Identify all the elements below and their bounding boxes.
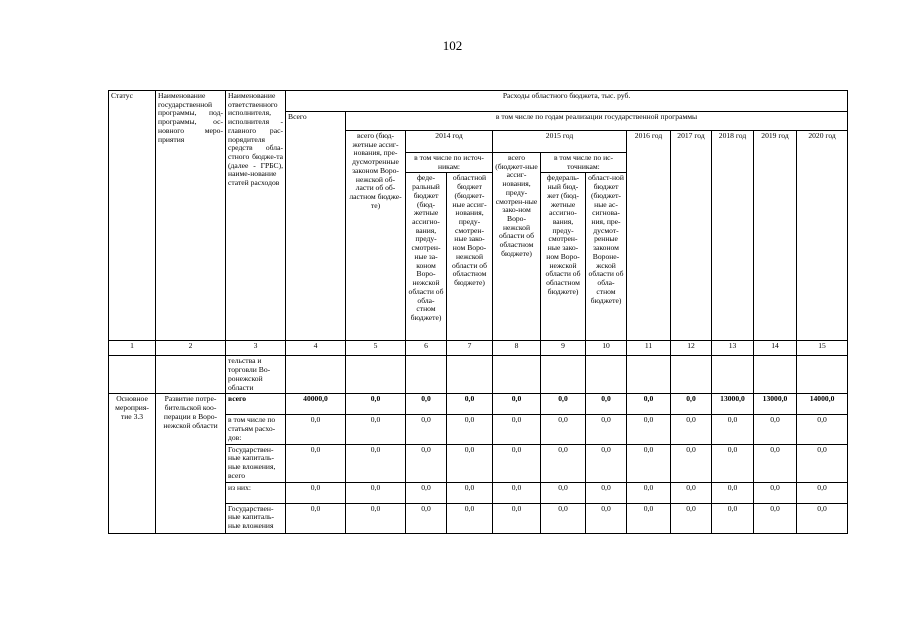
value-cell: 0,0 bbox=[346, 482, 406, 503]
value-cell: 0,0 bbox=[671, 444, 712, 482]
value-cell: 0,0 bbox=[286, 482, 346, 503]
header-year-2016: 2016 год bbox=[627, 131, 671, 341]
page-number: 102 bbox=[442, 38, 463, 53]
value-cell: 0,0 bbox=[586, 415, 627, 444]
value-cell: 0,0 bbox=[627, 482, 671, 503]
header-status: Статус bbox=[109, 91, 156, 341]
column-number: 6 bbox=[406, 341, 447, 356]
continued-executor: тельства и торговли Во-ронежской области bbox=[226, 356, 286, 394]
table-row bbox=[109, 394, 848, 415]
value-cell: 0,0 bbox=[586, 482, 627, 503]
column-number: 11 bbox=[627, 341, 671, 356]
row-label: из них: bbox=[226, 482, 286, 503]
value-cell: 0,0 bbox=[586, 394, 627, 415]
header-all-2015: всего (бюджет-ные ассиг-нования, преду-смотрен-ные зако-ном Воро-нежской области об областном бюджете) bbox=[493, 153, 541, 341]
value-cell: 0,0 bbox=[346, 444, 406, 482]
value-cell: 0,0 bbox=[286, 415, 346, 444]
measure-status: Основное мероприя-тие 3.3 bbox=[109, 394, 156, 533]
value-cell: 0,0 bbox=[406, 444, 447, 482]
value-cell: 0,0 bbox=[406, 394, 447, 415]
value-cell: 0,0 bbox=[447, 503, 493, 533]
column-number: 10 bbox=[586, 341, 627, 356]
value-cell: 0,0 bbox=[493, 444, 541, 482]
value-cell: 0,0 bbox=[493, 503, 541, 533]
measure-name: Развитие потре-бительской коо-перации в Воро-нежской области bbox=[156, 394, 226, 533]
row-label: в том числе по статьям расхо-дов: bbox=[226, 415, 286, 444]
value-cell: 0,0 bbox=[346, 415, 406, 444]
column-number: 14 bbox=[754, 341, 797, 356]
column-number: 3 bbox=[226, 341, 286, 356]
header-year-2017: 2017 год bbox=[671, 131, 712, 341]
value-cell: 0,0 bbox=[712, 503, 754, 533]
value-cell: 0,0 bbox=[493, 415, 541, 444]
value-cell: 0,0 bbox=[541, 415, 586, 444]
header-year-2019: 2019 год bbox=[754, 131, 797, 341]
header-by-sources-2014: в том числе по источ-никам: bbox=[406, 153, 493, 173]
value-cell: 0,0 bbox=[712, 444, 754, 482]
value-cell: 0,0 bbox=[346, 503, 406, 533]
value-cell: 0,0 bbox=[797, 503, 848, 533]
header-all-law: всего (бюд-жетные ассиг-нования, пре-дусмотренные законом Воро-нежской об-ласти об об-ластном бюдже-те) bbox=[346, 131, 406, 341]
value-cell: 0,0 bbox=[286, 444, 346, 482]
column-number: 1 bbox=[109, 341, 156, 356]
value-cell: 0,0 bbox=[447, 394, 493, 415]
column-number: 15 bbox=[797, 341, 848, 356]
header-regional-2014: областной бюджет (бюджет-ные ассиг-нования, преду-смотрен-ные зако-ном Воро-нежской области об областном бюджете) bbox=[447, 173, 493, 341]
header-executor-name: Наименование ответственного исполнителя, исполнителя - главного рас-порядителя средств обла-стного бюдже-та (далее - ГРБС), наиме-нование статей расходов bbox=[226, 91, 286, 341]
value-cell: 0,0 bbox=[671, 394, 712, 415]
value-cell: 0,0 bbox=[797, 444, 848, 482]
row-label: всего bbox=[226, 394, 286, 415]
value-cell: 0,0 bbox=[754, 444, 797, 482]
value-cell: 0,0 bbox=[406, 482, 447, 503]
header-total: Всего bbox=[286, 112, 346, 341]
value-cell: 14000,0 bbox=[797, 394, 848, 415]
header-regional-2015: област-ной бюджет (бюджет-ные ас-сигнова-ния, пре-дусмот-ренные законом Вороне-жской области об обла-стном бюджете) bbox=[586, 173, 627, 341]
value-cell: 0,0 bbox=[712, 415, 754, 444]
budget-table bbox=[108, 90, 848, 534]
value-cell: 0,0 bbox=[406, 415, 447, 444]
value-cell: 0,0 bbox=[712, 482, 754, 503]
header-expenses: Расходы областного бюджета, тыс. руб. bbox=[286, 91, 848, 112]
row-label: Государствен-ные капиталь-ные вложения bbox=[226, 503, 286, 533]
header-federal-2014: феде-ральный бюджет (бюд-жетные ассигно-вания, преду-смотрен-ные за-коном Воро-нежской области об обла-стном бюджете) bbox=[406, 173, 447, 341]
column-number: 4 bbox=[286, 341, 346, 356]
header-year-2018: 2018 год bbox=[712, 131, 754, 341]
column-number: 2 bbox=[156, 341, 226, 356]
value-cell: 0,0 bbox=[493, 482, 541, 503]
column-number: 5 bbox=[346, 341, 406, 356]
value-cell: 0,0 bbox=[627, 415, 671, 444]
value-cell: 0,0 bbox=[627, 444, 671, 482]
column-number: 8 bbox=[493, 341, 541, 356]
row-label: Государствен-ные капиталь-ные вложения, всего bbox=[226, 444, 286, 482]
column-number: 9 bbox=[541, 341, 586, 356]
column-number: 7 bbox=[447, 341, 493, 356]
header-by-sources-2015: в том числе по ис-точникам: bbox=[541, 153, 627, 173]
value-cell: 0,0 bbox=[541, 444, 586, 482]
header-federal-2015: федераль-ный бюд-жет (бюд-жетные ассигно-вания, преду-смотрен-ные зако-ном Воро-нежской области об областном бюджете) bbox=[541, 173, 586, 341]
value-cell: 0,0 bbox=[754, 503, 797, 533]
value-cell: 0,0 bbox=[671, 482, 712, 503]
value-cell: 0,0 bbox=[447, 482, 493, 503]
header-year-2014: 2014 год bbox=[406, 131, 493, 153]
value-cell: 0,0 bbox=[754, 415, 797, 444]
continued-row bbox=[109, 356, 848, 394]
value-cell: 0,0 bbox=[797, 482, 848, 503]
value-cell: 40000,0 bbox=[286, 394, 346, 415]
value-cell: 0,0 bbox=[406, 503, 447, 533]
header-year-2020: 2020 год bbox=[797, 131, 848, 341]
value-cell: 0,0 bbox=[447, 415, 493, 444]
value-cell: 0,0 bbox=[286, 503, 346, 533]
value-cell: 0,0 bbox=[541, 503, 586, 533]
value-cell: 0,0 bbox=[541, 394, 586, 415]
column-numbers-row bbox=[109, 341, 848, 356]
value-cell: 0,0 bbox=[447, 444, 493, 482]
header-year-2015: 2015 год bbox=[493, 131, 627, 153]
value-cell: 0,0 bbox=[754, 482, 797, 503]
value-cell: 0,0 bbox=[627, 503, 671, 533]
value-cell: 0,0 bbox=[797, 415, 848, 444]
header-by-years: в том числе по годам реализации государственной программы bbox=[346, 112, 848, 131]
value-cell: 0,0 bbox=[627, 394, 671, 415]
value-cell: 0,0 bbox=[541, 482, 586, 503]
column-number: 13 bbox=[712, 341, 754, 356]
column-number: 12 bbox=[671, 341, 712, 356]
value-cell: 13000,0 bbox=[712, 394, 754, 415]
value-cell: 13000,0 bbox=[754, 394, 797, 415]
value-cell: 0,0 bbox=[586, 444, 627, 482]
value-cell: 0,0 bbox=[586, 503, 627, 533]
value-cell: 0,0 bbox=[671, 415, 712, 444]
value-cell: 0,0 bbox=[493, 394, 541, 415]
value-cell: 0,0 bbox=[346, 394, 406, 415]
header-program-name: Наименование государственной программы, под-программы, ос-новного меро-приятия bbox=[156, 91, 226, 341]
value-cell: 0,0 bbox=[671, 503, 712, 533]
